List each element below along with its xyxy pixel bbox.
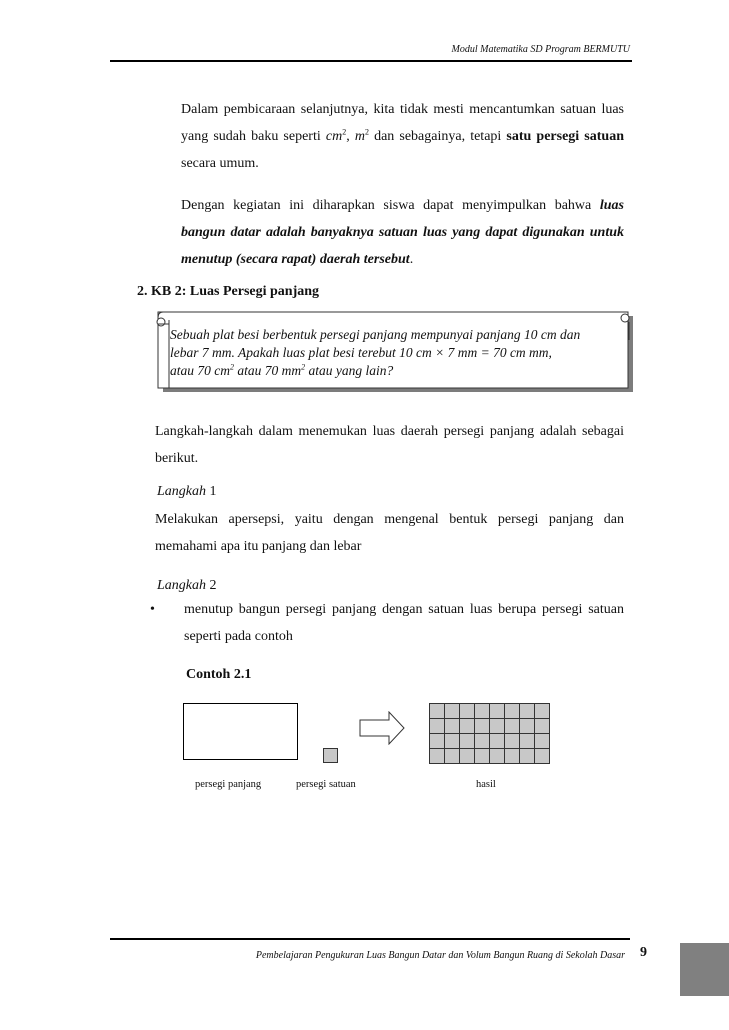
grid-cell xyxy=(475,704,490,719)
grid-cell xyxy=(445,704,460,719)
step-2-label xyxy=(157,578,217,594)
right-arrow-icon xyxy=(359,711,405,745)
grid-cell xyxy=(445,734,460,749)
footer-rule xyxy=(110,938,630,940)
problem-line-1: Sebuah plat besi berbentuk persegi panjang mempunyai panjang 10 cm dan xyxy=(170,327,581,342)
grid-cell xyxy=(430,734,445,749)
page-header: Modul Matematika SD Program BERMUTU xyxy=(451,44,630,55)
p2-text-a: Dengan kegiatan ini diharapkan siswa dapat menyimpulkan bahwa xyxy=(181,198,600,213)
p1-unit-cm: cm xyxy=(325,129,343,144)
p2-end: . xyxy=(409,252,414,267)
problem-line-2: lebar 7 mm. Apakah luas plat besi terebut 10 cm × 7 mm = 70 cm mm, xyxy=(170,345,552,360)
p1-unit-m: m xyxy=(354,129,365,144)
example-title: Contoh 2.1 xyxy=(186,667,252,682)
page-number: 9 xyxy=(640,945,647,960)
problem-sup-2: 2 xyxy=(301,362,306,372)
grid-cell xyxy=(505,719,520,734)
caption-result: hasil xyxy=(476,779,496,790)
step-2-text: menutup bangun persegi panjang dengan satuan luas berupa persegi satuan seperti pada contoh xyxy=(184,602,624,644)
p1-text-a: Dalam pembicaraan selanjutnya, kita tidak mesti mencantumkan satuan luas yang sudah baku seperti xyxy=(181,102,624,144)
grid-cell xyxy=(490,704,505,719)
page-footer: Pembelajaran Pengukuran Luas Bangun Datar dan Volum Bangun Ruang di Sekolah Dasar xyxy=(255,950,625,961)
rectangle-shape xyxy=(183,703,298,760)
p1-text-c: secara umum. xyxy=(181,156,259,171)
grid-cell xyxy=(475,734,490,749)
grid-cell xyxy=(505,704,520,719)
step-2-word: Langkah xyxy=(157,578,206,593)
intro-paragraph-1 xyxy=(181,96,624,177)
grid-cell xyxy=(460,749,475,764)
problem-text xyxy=(170,326,630,380)
section-title: 2. KB 2: Luas Persegi panjang xyxy=(137,284,320,299)
header-rule xyxy=(110,60,632,62)
problem-line-3b: atau 70 mm xyxy=(234,363,302,378)
grid-cell xyxy=(535,749,550,764)
grid-cell xyxy=(460,719,475,734)
grid-cell xyxy=(430,704,445,719)
grid-cell xyxy=(430,719,445,734)
intro-paragraph-2 xyxy=(181,192,624,273)
grid-cell xyxy=(445,749,460,764)
p1-text-b: dan sebagainya, tetapi xyxy=(368,129,507,144)
step-1-word: Langkah xyxy=(157,484,206,499)
grid-cell xyxy=(490,749,505,764)
bullet-icon: • xyxy=(150,602,155,617)
grid-cell xyxy=(460,704,475,719)
problem-line-3 xyxy=(170,362,630,380)
caption-rectangle: persegi panjang xyxy=(195,779,262,790)
step-1-text: Melakukan apersepsi, yaitu dengan mengenal bentuk persegi panjang dan memahami apa itu panjang dan lebar xyxy=(155,512,624,554)
unit-square xyxy=(323,748,338,763)
grid-cell xyxy=(490,719,505,734)
grid-cell xyxy=(430,749,445,764)
problem-sup-1: 2 xyxy=(230,362,234,372)
steps-intro: Langkah-langkah dalam menemukan luas daerah persegi panjang adalah sebagai berikut. xyxy=(155,424,624,466)
step-1-label xyxy=(157,484,217,500)
p1-comma: , xyxy=(346,129,355,144)
grid-cell xyxy=(520,704,535,719)
grid-cell xyxy=(475,749,490,764)
step-1-number: 1 xyxy=(206,484,217,499)
p1-bold: satu persegi satuan xyxy=(506,129,624,144)
grid-cell xyxy=(535,719,550,734)
grid-cell xyxy=(460,734,475,749)
p2-bold-italic: luas bangun datar adalah banyaknya satuan luas yang dapat digunakan untuk menutup (secara rapat) daerah tersebut xyxy=(181,198,624,267)
problem-line-3a: atau 70 cm xyxy=(170,363,230,378)
grid-cell xyxy=(445,719,460,734)
problem-line-3c: atau yang lain? xyxy=(305,363,394,378)
page-tab xyxy=(680,943,729,996)
grid-cell xyxy=(490,734,505,749)
result-grid xyxy=(429,703,550,764)
p1-sup-2: 2 xyxy=(364,127,369,137)
grid-cell xyxy=(505,749,520,764)
grid-cell xyxy=(475,719,490,734)
step-2-number: 2 xyxy=(206,578,217,593)
grid-cell xyxy=(535,704,550,719)
grid-cell xyxy=(505,734,520,749)
grid-cell xyxy=(535,734,550,749)
p1-sup-1: 2 xyxy=(342,127,347,137)
grid-cell xyxy=(520,719,535,734)
caption-unit-square: persegi satuan xyxy=(296,779,356,790)
grid-cell xyxy=(520,734,535,749)
grid-cell xyxy=(520,749,535,764)
